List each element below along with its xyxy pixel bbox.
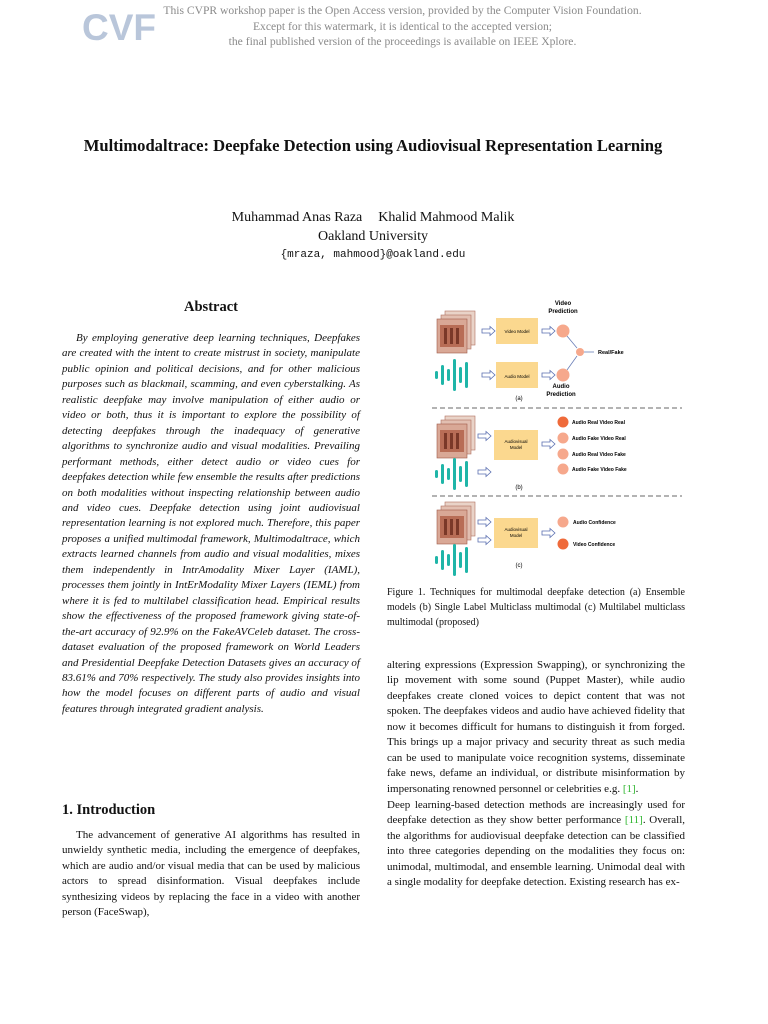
fig-b-class-label-2: Audio Fake Video Real [572,436,626,442]
fig-c-label: (c) [515,563,523,569]
fig-a-arrow-icon [542,327,555,336]
fig-b-model-label-2: Model [509,445,523,450]
fig-b-audio-wave-icon [435,458,468,490]
fig-a-audio-prediction-label-2: Prediction [546,392,576,398]
intro-right-para-1: altering expressions (Expression Swapping), or synchronizing the lip movement with some sound (Puppet Master), while audio deepfakes create cloned voices to depict content that was not spoken. The deepfakes videos and audio have achieved fidelity that now it becomes difficult for humans to distinguish it from forged. This brings up a major privacy and security threat as such media can be used to manipulate voice recognition systems, disseminate fake news, defame an individual, or distribute misinformation by impersonating renowned personnel or celebrities e.g. [387,659,685,795]
paper-title: Multimodaltrace: Deepfake Detection using Audiovisual Representation Learning [83,136,663,155]
citation-11-link[interactable]: [11] [624,814,643,827]
fig-b-class-label-1: Audio Real Video Real [572,420,625,426]
introduction-text-right-1: altering expressions (Expression Swapping), or synchronizing the lip movement with some sound (Puppet Master), while audio deepfakes create cloned voices to depict content that was not spoken. The deepfakes videos and audio have achieved fidelity that now it becomes difficult for humans to distinguish it from forged. This brings up a major privacy and security threat as such media can be used to manipulate voice recognition systems, disseminate fake news, defame an individual, or distribute misinformation by impersonating renowned personnel or celebrities e.g. [1]. [387,659,685,795]
fig-b-class-node-2 [558,433,569,444]
fig-b-class-node-1 [558,417,569,428]
fig-c-output-label-1: Audio Confidence [573,520,616,526]
affiliation: Oakland University [317,229,429,244]
figure-1-caption: Figure 1. Techniques for multimodal deepfake detection (a) Ensemble models (b) Single Label Multiclass multimodal (c) Multilabel multiclass multimodal (proposed) [387,587,685,628]
fig-a-video-prediction-label-2: Prediction [548,309,578,315]
fig-c-arrow-icon [542,529,555,538]
fig-c-audio-wave-icon [435,544,468,576]
fig-b-arrow-icon [542,440,555,449]
fig-a-video-prediction-label-1: Video [554,301,572,307]
abstract-heading: Abstract [184,299,238,315]
fig-c-output-node-1 [558,517,569,528]
fig-a-output-label: Real/Fake [598,350,624,356]
abstract-text: By employing generative deep learning techniques, Deepfakes are created with the intent to create mistrust in society, manipulate public opinion and political decisions, and for other malicious purposes such as blackmail, scamming, and even cyberstalking. As realistic deepfake may involve manipulation of either audio or video or both, thus it is important to explore the possibility of detecting deepfakes through the inadequacy of generative algorithms to synchronize audio and visual modalities. Prevailing performant methods, either detect audio or video cues for deepfakes detection while few ensemble the results after predictions on both modalities without inspecting relationship between audio and video cues. Deepfake detection using joint audiovisual representation learning is not explored much. Therefore, this paper proposes a unified multimodal framework, Multimodaltrace, which extracts learned channels from audio and visual modalities, mixes them independently in IntrAmodality Mixer Layer (IAML), processes them jointly in IntErModality Mixer Layers (IEML) from where it is fed to multilabel classification head. Empirical results show the effectiveness of the proposed framework giving state-of-the-art accuracy of 92.9% on the FakeAVCeleb dataset. The cross-dataset evaluation of the proposed framework on World Leaders and Presidential Deepfake Detection Datasets gives an accuracy of 83.61% and 70% respectively. The study also provides insights into how the model focuses on different parts of audio and visual features through integrated gradient analysis. [62,332,360,715]
fig-a-video-node [557,325,570,338]
watermark-text [150,3,655,50]
fig-b-label: (b) [515,485,523,491]
author-2: Khalid Mahmood Malik [378,210,515,225]
fig-c-arrow-icon [478,536,491,545]
fig-b-class-node-4 [558,464,569,475]
author-list [150,208,596,227]
fig-a-video-model-label: Video Model [504,329,530,334]
fig-a-arrow-icon [482,371,495,380]
figure-1 [420,296,690,576]
fig-a-video-frames-icon [437,311,475,353]
fig-a-audio-wave-icon [435,359,468,391]
introduction-heading: 1. Introduction [62,802,156,818]
fig-b-class-label-4: Audio Fake Video Fake [572,467,627,473]
author-1: Muhammad Anas Raza [231,210,363,225]
intro-right-para-2b: . Overall, the algorithms for audiovisual deepfake detection can be classified into three categories depending on the modalities they focus on: unimodal, multimodal, and ensemble learning. Unimodal deal with a single modality for deepfake detection. Existing research has ex- [387,814,686,889]
fig-b-arrow-icon [478,468,491,477]
watermark-line-1: This CVPR workshop paper is the Open Access version, provided by the Computer Vision Foundation. [163,4,642,17]
svg-text:CVF: CVF [82,7,156,48]
introduction-text-right-2 [387,798,685,891]
fig-a-audio-node [557,369,570,382]
fig-c-output-label-2: Video Confidence [573,542,616,548]
author-email: {mraza, mahmood}@oakland.edu [280,249,466,261]
introduction-text-left: The advancement of generative AI algorithms has resulted in unwieldy synthetic media, including the emergence of deepfakes, which are audio and/or visual media that can be used by malicious actors to spread disinformation. Visual deepfakes include synthesizing videos by replacing the face in a video with another person (FaceSwap), [62,829,360,919]
fig-a-label: (a) [515,396,523,402]
fig-c-model-label-2: Model [509,533,523,538]
watermark-line-3: the final published version of the proceedings is available on IEEE Xplore. [228,35,577,48]
watermark-line-2: Except for this watermark, it is identical to the accepted version; [252,19,553,33]
fig-c-output-node-2 [558,539,569,550]
fig-a-fusion-node [576,348,584,356]
cvf-logo [80,4,156,48]
fig-b-class-label-3: Audio Real Video Fake [572,452,626,458]
fig-c-video-frames-icon [437,502,475,544]
fig-b-video-frames-icon [437,416,475,458]
intro-right-para-2a: Deep learning-based detection methods are increasingly used for deepfake detection as they show better performance [387,799,685,827]
fig-a-arrow-icon [482,327,495,336]
fig-b-model-label-1: Audiovisual [504,439,528,444]
fig-b-arrow-icon [478,432,491,441]
fig-b-class-node-3 [558,449,569,460]
fig-a-arrow-icon [542,371,555,380]
fig-c-arrow-icon [478,518,491,527]
fig-a-audio-prediction-label-1: Audio [552,384,570,390]
fig-c-model-label-1: Audiovisual [504,527,528,532]
fig-a-audio-model-label: Audio Model [504,374,530,379]
citation-1-link[interactable]: [1] [622,782,636,795]
